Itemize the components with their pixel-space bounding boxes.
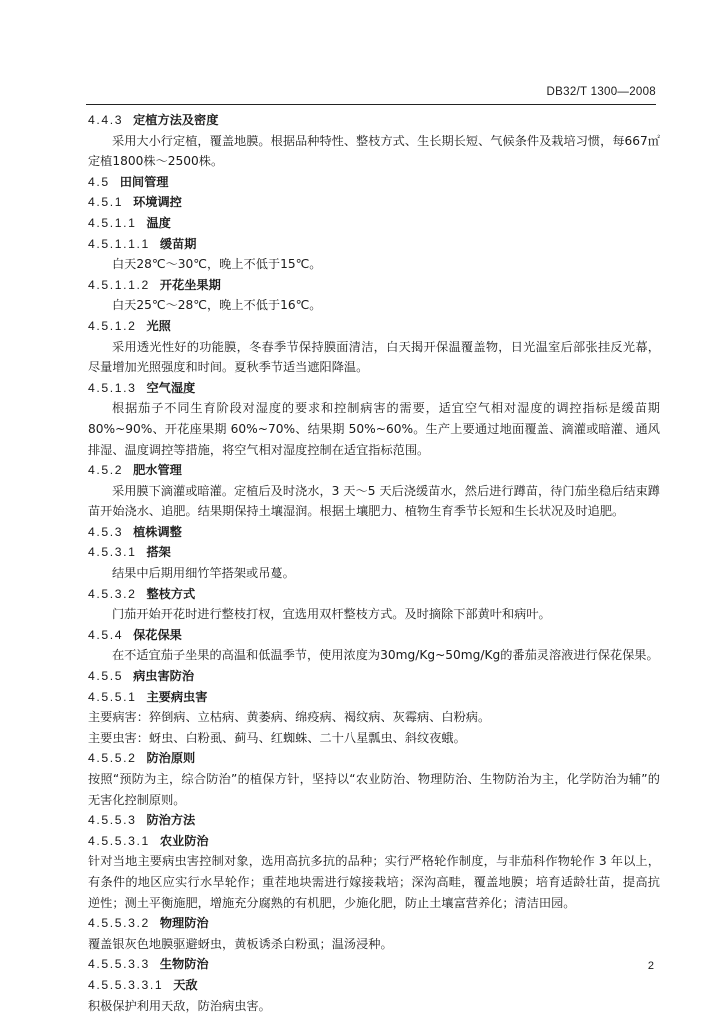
section-title: 防治原则 [146, 751, 196, 766]
section-heading [88, 378, 660, 399]
section-number: 4.5.1.2 [88, 318, 137, 333]
paragraph: 采用膜下滴灌或暗灌。定植后及时浇水，3 天～5 天后浇缓苗水，然后进行蹲苗，待门茄坐稳后结束蹲苗开始浇水、追肥。结果期保持土壤湿润。根据土壤肥力、植物生育季节长短和生长状况及时追肥。 [88, 483, 660, 519]
paragraph: 门茄开始开花时进行整枝打杈，宜选用双杆整枝方式。及时摘除下部黄叶和病叶。 [112, 607, 551, 622]
section-number: 4.4.3 [88, 113, 124, 127]
section-title: 生物防治 [159, 957, 209, 972]
section-heading [88, 213, 660, 234]
section-title: 病虫害防治 [133, 669, 195, 684]
section-number: 4.5.4 [88, 627, 124, 642]
section-number: 4.5.2 [88, 463, 124, 478]
section-title: 肥水管理 [133, 463, 182, 478]
section-heading [88, 316, 660, 337]
section-title: 防治方法 [146, 813, 196, 828]
section-number: 4.5.1.3 [88, 380, 137, 395]
paragraph: 结果中后期用细竹竿搭架或吊蔓。 [112, 566, 295, 581]
paragraph: 主要虫害：蚜虫、白粉虱、蓟马、红蜘蛛、二十八星瓢虫、斜纹夜蛾。 [88, 730, 466, 745]
section-title: 空气湿度 [146, 380, 196, 395]
paragraph: 白天28℃～30℃，晚上不低于15℃。 [112, 257, 322, 272]
section-number: 4.5.5.3.3.1 [88, 977, 164, 992]
paragraph: 主要病害：猝倒病、立枯病、黄萎病、绵疫病、褐纹病、灰霉病、白粉病。 [88, 710, 491, 725]
section-number: 4.5 [88, 174, 110, 189]
section-number: 4.5.3 [88, 524, 124, 539]
section-number: 4.5.1 [88, 195, 124, 210]
paragraph: 采用大小行定植，覆盖地膜。根据品种特性、整枝方式、生长期长短、气候条件及栽培习惯，每667㎡定植1800株～2500株。 [88, 133, 660, 169]
section-heading [88, 584, 660, 605]
section-title: 定植方法及密度 [133, 113, 219, 127]
section-title: 温度 [146, 215, 171, 230]
section-title: 保花保果 [133, 627, 182, 642]
section-title: 农业防治 [159, 833, 209, 848]
section-heading [88, 234, 660, 255]
section-number: 4.5.3.1 [88, 545, 137, 560]
section-number: 4.5.5.1 [88, 689, 137, 704]
section-heading [88, 172, 660, 193]
section-number: 4.5.1.1 [88, 215, 137, 230]
section-heading [88, 975, 660, 996]
document-body [88, 110, 660, 1016]
paragraph: 白天25℃～28℃，晚上不低于16℃。 [112, 298, 322, 313]
section-heading [88, 275, 660, 296]
section-heading [88, 954, 660, 975]
section-number: 4.5.5.3.1 [88, 833, 150, 848]
section-title: 田间管理 [119, 174, 169, 189]
section-number: 4.5.5.3.2 [88, 916, 150, 931]
section-title: 搭架 [146, 545, 171, 560]
section-heading [88, 192, 660, 213]
paragraph: 根据茄子不同生育阶段对湿度的要求和控制病害的需要，适宜空气相对湿度的调控指标是缓苗期80%~90%、开花座果期 60%~70%、结果期 50%~60%。生产上要通过地面覆盖、滴灌或暗灌、通风排湿、温度调控等措施，将空气相对湿度控制在适宜指标范围。 [88, 401, 660, 457]
section-heading [88, 110, 660, 131]
section-heading [88, 522, 660, 543]
section-heading [88, 913, 660, 934]
section-number: 4.5.5.3.3 [88, 957, 150, 972]
header-rule [86, 104, 656, 105]
section-heading [88, 748, 660, 769]
section-title: 整枝方式 [146, 586, 196, 601]
paragraph: 按照“预防为主，综合防治”的植保方针，坚持以“农业防治、物理防治、生物防治为主，化学防治为辅”的无害化控制原则。 [88, 772, 660, 807]
section-number: 4.5.3.2 [88, 586, 137, 601]
page-number: 2 [647, 960, 654, 972]
section-number: 4.5.5.3 [88, 813, 137, 828]
section-title: 天敌 [173, 977, 198, 992]
section-title: 植株调整 [133, 524, 182, 539]
section-title: 缓苗期 [159, 236, 197, 251]
paragraph: 积极保护利用天敌，防治病虫害。 [88, 998, 271, 1013]
paragraph: 覆盖银灰色地膜驱避蚜虫，黄板诱杀白粉虱；温汤浸种。 [88, 936, 393, 951]
section-heading [88, 460, 660, 481]
section-heading [88, 625, 660, 646]
section-heading [88, 666, 660, 687]
paragraph: 在不适宜茄子坐果的高温和低温季节，使用浓度为30mg/Kg~50mg/Kg的番茄灵溶液进行保花保果。 [112, 648, 659, 663]
section-number: 4.5.5.2 [88, 751, 137, 766]
section-number: 4.5.5 [88, 669, 124, 684]
section-title: 主要病虫害 [146, 689, 208, 704]
paragraph: 采用透光性好的功能膜，冬春季节保持膜面清洁，白天揭开保温覆盖物，日光温室后部张挂反光幕，尽量增加光照强度和时间。夏秋季节适当遮阳降温。 [88, 339, 660, 375]
section-number: 4.5.1.1.1 [88, 236, 150, 251]
section-title: 物理防治 [159, 916, 209, 931]
section-title: 光照 [146, 318, 171, 333]
section-heading [88, 831, 660, 852]
section-heading [88, 542, 660, 563]
section-heading [88, 810, 660, 831]
standard-code: DB32/T 1300—2008 [546, 86, 656, 98]
section-title: 环境调控 [133, 195, 182, 210]
section-title: 开花坐果期 [159, 277, 221, 292]
paragraph: 针对当地主要病虫害控制对象，选用高抗多抗的品种；实行严格轮作制度，与非茄科作物轮作 3 年以上，有条件的地区应实行水旱轮作；重茬地块需进行嫁接栽培；深沟高畦，覆盖地膜；培育适龄壮苗，提高抗逆性；测土平衡施肥，增施充分腐熟的有机肥，少施化肥，防止土壤富营养化；清洁田园。 [88, 854, 660, 910]
section-heading [88, 687, 660, 708]
section-number: 4.5.1.1.2 [88, 277, 150, 292]
